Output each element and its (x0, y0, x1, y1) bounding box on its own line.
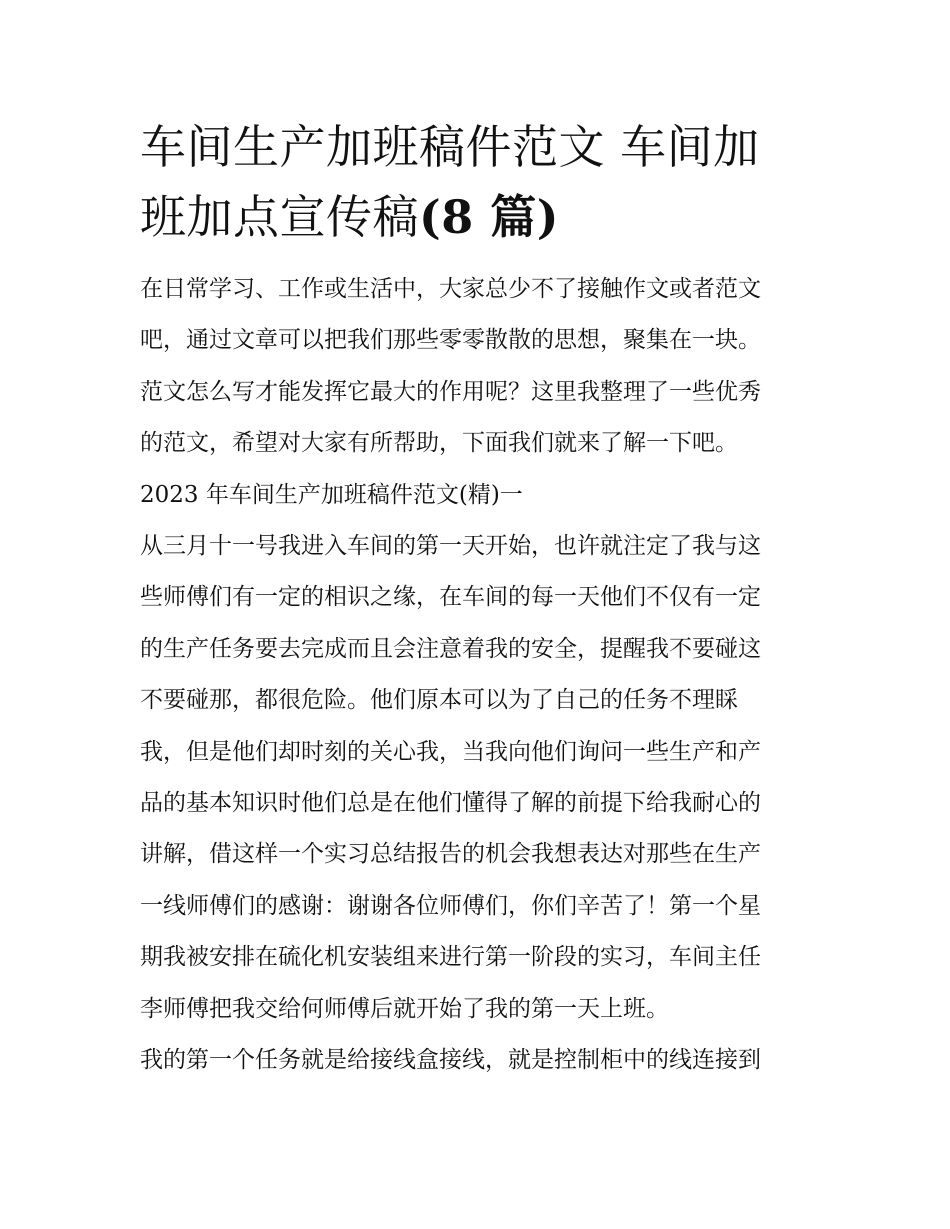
title-line-2 (140, 182, 820, 252)
body-line: 期我被安排在硫化机安装组来进行第一阶段的实习，车间主任 (140, 944, 761, 971)
body-line: 李师傅把我交给何师傅后就开始了我的第一天上班。 (140, 995, 669, 1022)
body-line: 不要碰那，都很危险。他们原本可以为了自己的任务不理睬 (140, 687, 738, 714)
title-count: (8 篇) (419, 190, 560, 244)
next-paragraph (140, 1035, 820, 1086)
body-paragraph (140, 521, 820, 1035)
intro-line: 吧，通过文章可以把我们那些零零散散的思想，聚集在一块。 (140, 327, 761, 354)
title-line-1: 车间生产加班稿件范文 车间加 (140, 120, 760, 174)
body-line: 从三月十一号我进入车间的第一天开始，也许就注定了我与这 (140, 533, 761, 560)
body-line: 我的第一个任务就是给接线盒接线，就是控制柜中的线连接到 (140, 1047, 761, 1074)
body-line: 的生产任务要去完成而且会注意着我的安全，提醒我不要碰这 (140, 635, 761, 662)
body-line: 些师傅们有一定的相识之缘，在车间的每一天他们不仅有一定 (140, 584, 761, 611)
section-heading: 2023 年车间生产加班稿件范文(精)一 (140, 481, 523, 508)
body-line: 品的基本知识时他们总是在他们懂得了解的前提下给我耐心的 (140, 790, 761, 817)
intro-line: 的范文，希望对大家有所帮助，下面我们就来了解一下吧。 (140, 430, 738, 457)
body-line: 我，但是他们却时刻的关心我，当我向他们询问一些生产和产 (140, 738, 761, 765)
body-line: 讲解，借这样一个实习总结报告的机会我想表达对那些在生产 (140, 841, 761, 868)
body-line: 一线师傅们的感谢：谢谢各位师傅们，你们辛苦了！第一个星 (140, 892, 761, 919)
intro-line: 范文怎么写才能发挥它最大的作用呢？这里我整理了一些优秀 (140, 378, 761, 405)
intro-paragraph (140, 264, 820, 470)
document-page (140, 112, 820, 1087)
title-line-2-text: 班加点宣传稿 (140, 190, 419, 244)
document-title (140, 112, 820, 252)
intro-line: 在日常学习、工作或生活中，大家总少不了接触作文或者范文 (140, 276, 761, 302)
